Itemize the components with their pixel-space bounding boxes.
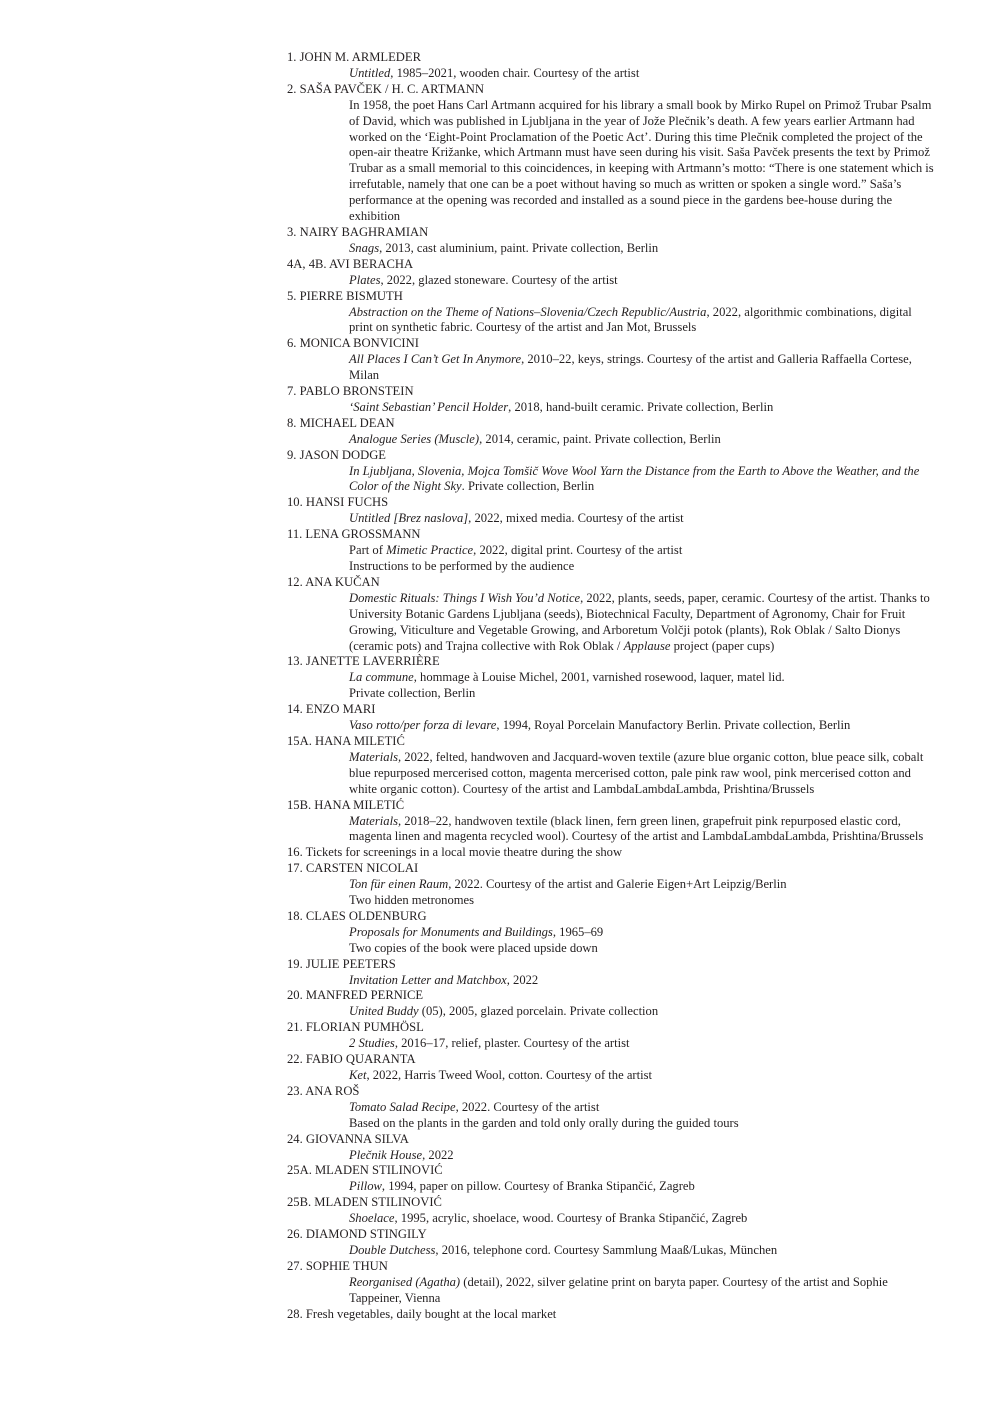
entry-heading: 26. DIAMOND STINGILY — [287, 1227, 427, 1242]
work-title: Analogue Series (Muscle) — [349, 431, 480, 446]
entry-description — [287, 98, 935, 225]
entry-text: , 2018, hand-built ceramic. Private collection, Berlin — [508, 399, 774, 414]
entry-description — [287, 1100, 935, 1132]
checklist-entry — [287, 416, 935, 448]
checklist-entry — [287, 82, 935, 225]
entry-paragraph — [349, 241, 935, 257]
entry-paragraph — [349, 893, 935, 909]
work-title: Invitation Letter and Matchbox, — [349, 972, 510, 987]
work-title: Ton für einen Raum — [349, 877, 449, 892]
work-title: Plečnik House — [349, 1147, 423, 1162]
work-title: Domestic Rituals: Things I Wish You’d Notice — [349, 590, 581, 605]
entry-heading: 8. MICHAEL DEAN — [287, 415, 395, 430]
entry-text: , 2022, plants, seeds, paper, ceramic. Courtesy of the artist. Thanks to University Botanic Gardens Ljubljana (seeds), Biotechnical Faculty, Department of Agronomy, Chair for Fruit Growing, Viticulture and Vegetable Growing, and Arboretum Volčji potok (plants), Rok Oblak / Salto Dionys (ceramic pots) and Trajna collective with Rok Oblak / — [349, 590, 930, 653]
entry-description — [287, 66, 935, 82]
entry-text: Private collection, Berlin — [349, 686, 476, 701]
entry-paragraph — [349, 559, 935, 575]
entry-description — [287, 1211, 935, 1227]
work-title: Shoelace — [349, 1211, 395, 1226]
entry-paragraph — [349, 814, 935, 846]
entry-text: , 2010–22, keys, strings. Courtesy of the artist and Galleria Raffaella Cortese, Milan — [349, 352, 912, 383]
entry-text: , 2022. Courtesy of the artist — [455, 1099, 600, 1114]
checklist-entry — [287, 257, 935, 289]
entry-paragraph — [349, 1211, 935, 1227]
entry-description — [287, 543, 935, 575]
entry-text: 2018–22, handwoven textile (black linen, fern green linen, grapefruit pink repurposed elastic cord, magenta linen and magenta recycled wool). Courtesy of the artist and LambdaLambdaLambda, Prishtina/Brussels — [349, 813, 924, 844]
entry-description — [287, 1179, 935, 1195]
entry-text: , hommage à Louise Michel, 2001, varnished rosewood, laquer, matel lid. — [413, 670, 785, 685]
checklist-entry — [287, 1084, 935, 1132]
entry-paragraph — [349, 941, 935, 957]
entry-paragraph — [349, 1148, 935, 1164]
entry-heading: 9. JASON DODGE — [287, 447, 387, 462]
entry-heading: 22. FABIO QUARANTA — [287, 1052, 416, 1067]
exhibition-checklist — [287, 50, 935, 1323]
entry-description — [287, 241, 935, 257]
checklist-entry — [287, 1132, 935, 1164]
entry-description — [287, 591, 935, 655]
entry-description — [287, 925, 935, 957]
checklist-entry — [287, 1259, 935, 1307]
checklist-entry — [287, 495, 935, 527]
checklist-entry — [287, 336, 935, 384]
work-title: United Buddy — [349, 1004, 419, 1019]
entry-heading: 2. SAŠA PAVČEK / H. C. ARTMANN — [287, 81, 484, 96]
entry-heading: 5. PIERRE BISMUTH — [287, 288, 403, 303]
entry-text: , 1994, paper on pillow. Courtesy of Branka Stipančić, Zagreb — [381, 1179, 695, 1194]
entry-paragraph — [349, 273, 935, 289]
entry-text: , 2016, telephone cord. Courtesy Sammlung Maaß/Lukas, München — [435, 1242, 778, 1257]
checklist-entry — [287, 988, 935, 1020]
entry-paragraph — [349, 1243, 935, 1259]
checklist-entry — [287, 575, 935, 655]
entry-paragraph — [349, 543, 935, 559]
entry-paragraph — [349, 1036, 935, 1052]
entry-heading: 4A, 4B. AVI BERACHA — [287, 256, 414, 271]
entry-description — [287, 750, 935, 798]
entry-description — [287, 1036, 935, 1052]
work-title: Applause — [623, 638, 671, 653]
entry-description — [287, 1148, 935, 1164]
entry-paragraph — [349, 877, 935, 893]
entry-text: , 2022, Harris Tweed Wool, cotton. Courtesy of the artist — [366, 1068, 652, 1082]
work-title: Vaso rotto/per forza di levare — [349, 718, 497, 733]
entry-heading: 14. ENZO MARI — [287, 702, 376, 717]
entry-heading: 25B. MLADEN STILINOVIĆ — [287, 1195, 442, 1210]
entry-heading: 10. HANSI FUCHS — [287, 495, 389, 510]
work-title: Abstraction on the Theme of Nations–Slovenia/Czech Republic/Austria — [349, 304, 707, 319]
entry-description — [287, 1243, 935, 1259]
checklist-entry — [287, 1227, 935, 1259]
checklist-entry — [287, 909, 935, 957]
checklist-entry — [287, 50, 935, 82]
entry-text: , 2022, digital print. Courtesy of the artist — [473, 543, 683, 558]
entry-text: , 2022, algorithmic combinations, digital print on synthetic fabric. Courtesy of the artist and Jan Mot, Brussels — [349, 304, 912, 335]
checklist-entry — [287, 702, 935, 734]
entry-paragraph — [349, 98, 935, 225]
entry-heading: 18. CLAES OLDENBURG — [287, 908, 427, 923]
entry-paragraph — [349, 686, 935, 702]
entry-paragraph — [349, 718, 935, 734]
entry-paragraph — [349, 511, 935, 527]
work-title: Materials, — [349, 749, 402, 764]
entry-text: , 1994, Royal Porcelain Manufactory Berlin. Private collection, Berlin — [496, 718, 851, 733]
entry-paragraph — [349, 1100, 935, 1116]
entry-text: , 1965–69 — [552, 924, 604, 939]
work-title: Pillow — [349, 1179, 382, 1194]
entry-paragraph — [349, 352, 935, 384]
entry-description — [287, 400, 935, 416]
entry-description — [287, 511, 935, 527]
entry-text: . Private collection, Berlin — [461, 479, 595, 494]
entry-description — [287, 1004, 935, 1020]
entry-heading: 13. JANETTE LAVERRIÈRE — [287, 654, 440, 669]
entry-heading: 6. MONICA BONVICINI — [287, 336, 419, 351]
entry-heading: 16. Tickets for screenings in a local movie theatre during the show — [287, 845, 623, 860]
entry-heading: 3. NAIRY BAGHRAMIAN — [287, 224, 429, 239]
entry-description — [287, 352, 935, 384]
work-title: Mimetic Practice — [386, 543, 474, 558]
entry-heading: 27. SOPHIE THUN — [287, 1258, 388, 1273]
entry-paragraph — [349, 66, 935, 82]
entry-description — [287, 305, 935, 337]
entry-paragraph — [349, 1275, 935, 1307]
work-title: Plates — [349, 272, 381, 287]
entry-heading: 7. PABLO BRONSTEIN — [287, 384, 414, 399]
entry-description — [287, 432, 935, 448]
entry-text: Instructions to be performed by the audience — [349, 559, 575, 573]
entry-heading: 25A. MLADEN STILINOVIĆ — [287, 1163, 443, 1178]
entry-description — [287, 464, 935, 496]
entry-description — [287, 273, 935, 289]
work-title: In Ljubljana, Slovenia, Mojca Tomšič Wove Wool Yarn the Distance from the Earth to Above the Weather, and the Color of the Night Sky — [349, 463, 920, 494]
entry-description — [287, 814, 935, 846]
work-title: Untitled — [349, 65, 391, 80]
entry-paragraph — [349, 750, 935, 798]
entry-description — [287, 718, 935, 734]
checklist-entry — [287, 861, 935, 909]
checklist-entry — [287, 527, 935, 575]
entry-text: 2022 — [509, 972, 539, 987]
work-title: Ket — [349, 1068, 367, 1082]
entry-heading: 28. Fresh vegetables, daily bought at the local market — [287, 1306, 557, 1321]
entry-paragraph — [349, 925, 935, 941]
entry-text: (detail), 2022, silver gelatine print on baryta paper. Courtesy of the artist and Sophie Tappeiner, Vienna — [349, 1274, 888, 1305]
entry-paragraph — [349, 305, 935, 337]
checklist-entry — [287, 1195, 935, 1227]
checklist-entry — [287, 957, 935, 989]
checklist-entry — [287, 225, 935, 257]
entry-paragraph — [349, 1116, 935, 1132]
checklist-entry — [287, 1307, 935, 1323]
entry-heading: 17. CARSTEN NICOLAI — [287, 861, 419, 876]
checklist-entry — [287, 1163, 935, 1195]
work-title: All Places I Can’t Get In Anymore — [349, 352, 522, 367]
entry-text: In 1958, the poet Hans Carl Artmann acquired for his library a small book by Mirko Rupel on Primož Trubar Psalm of David, which was published in Ljubljana in the year of Jože Plečnik’s death. A few years earlier Artmann had worked on the ‘Eight-Point Proclamation of the Poetic Act’. During this time Plečnik completed the project of the open-air theatre Križanke, which Artmann must have seen during his visit. Saša Pavček presents the text by Primož Trubar as a small memorial to this coincidences, in keeping with Artmann’s motto: “There is one statement which is irrefutable, namely that one can be a poet without having so much as written or spoken a single word.” Saša’s performance at the opening was recorded and installed as a sound piece in the gardens bee-house during the exhibition — [349, 97, 934, 224]
work-title: Untitled [Brez naslova] — [349, 511, 469, 526]
checklist-entry — [287, 1052, 935, 1084]
entry-heading: 12. ANA KUČAN — [287, 574, 380, 589]
entry-heading: 20. MANFRED PERNICE — [287, 988, 424, 1003]
work-title: Double Dutchess — [349, 1242, 436, 1257]
entry-text: , 2014, ceramic, paint. Private collection, Berlin — [479, 431, 721, 446]
entry-heading: 23. ANA ROŠ — [287, 1083, 360, 1098]
entry-description — [287, 973, 935, 989]
entry-heading: 1. JOHN M. ARMLEDER — [287, 50, 421, 64]
entry-paragraph — [349, 973, 935, 989]
checklist-entry — [287, 654, 935, 702]
work-title: ‘Saint Sebastian’ Pencil Holder — [349, 399, 509, 414]
entry-heading: 19. JULIE PEETERS — [287, 956, 396, 971]
work-title: Materials, — [349, 813, 402, 828]
checklist-entry — [287, 289, 935, 337]
entry-text: , 1995, acrylic, shoelace, wood. Courtesy of Branka Stipančić, Zagreb — [394, 1211, 748, 1226]
entry-paragraph — [349, 464, 935, 496]
entry-text: , 2022. Courtesy of the artist and Galerie Eigen+Art Leipzig/Berlin — [448, 877, 787, 892]
entry-text: , 2022, mixed media. Courtesy of the artist — [468, 511, 684, 526]
entry-heading: 15B. HANA MILETIĆ — [287, 797, 405, 812]
entry-text: Part of — [349, 543, 387, 558]
entry-text: , 1985–2021, wooden chair. Courtesy of the artist — [390, 65, 640, 80]
checklist-entry — [287, 384, 935, 416]
entry-description — [287, 877, 935, 909]
entry-text: (05), 2005, glazed porcelain. Private collection — [418, 1004, 659, 1019]
entry-heading: 11. LENA GROSSMANN — [287, 527, 421, 542]
entry-text: Based on the plants in the garden and told only orally during the guided tours — [349, 1115, 739, 1130]
entry-text: 2022, felted, handwoven and Jacquard-woven textile (azure blue organic cotton, blue peace silk, cobalt blue repurposed mercerised cotton, magenta mercerised cotton, pale pink raw wool, pink mercerised cotton and white organic cotton). Courtesy of the artist and LambdaLambdaLambda, Prishtina/Brussels — [349, 749, 924, 796]
checklist-entry — [287, 448, 935, 496]
work-title: La commune — [349, 670, 414, 685]
checklist-entry — [287, 845, 935, 861]
entry-description — [287, 1275, 935, 1307]
checklist-entry — [287, 734, 935, 798]
entry-description — [287, 1068, 935, 1084]
entry-paragraph — [349, 1068, 935, 1084]
work-title: Proposals for Monuments and Buildings — [349, 924, 553, 939]
entry-text: Two copies of the book were placed upside down — [349, 940, 598, 955]
entry-text: , 2013, cast aluminium, paint. Private collection, Berlin — [379, 240, 659, 255]
checklist-entry — [287, 798, 935, 846]
work-title: 2 Studies — [349, 1036, 395, 1051]
entry-paragraph — [349, 432, 935, 448]
entry-paragraph — [349, 400, 935, 416]
entry-heading: 15A. HANA MILETIĆ — [287, 733, 405, 748]
work-title: Tomato Salad Recipe — [349, 1099, 456, 1114]
entry-text: project (paper cups) — [670, 638, 775, 653]
checklist-entry — [287, 1020, 935, 1052]
entry-paragraph — [349, 1179, 935, 1195]
entry-text: , 2022, glazed stoneware. Courtesy of the artist — [380, 272, 618, 287]
entry-paragraph — [349, 670, 935, 686]
entry-text: , 2016–17, relief, plaster. Courtesy of the artist — [394, 1036, 630, 1051]
entry-description — [287, 670, 935, 702]
entry-text: , 2022 — [422, 1147, 454, 1162]
entry-text: Two hidden metronomes — [349, 893, 475, 908]
entry-paragraph — [349, 591, 935, 655]
entry-paragraph — [349, 1004, 935, 1020]
work-title: Snags — [349, 240, 380, 255]
work-title: Reorganised (Agatha) — [349, 1274, 461, 1289]
entry-heading: 24. GIOVANNA SILVA — [287, 1131, 409, 1146]
entry-heading: 21. FLORIAN PUMHÖSL — [287, 1020, 424, 1035]
